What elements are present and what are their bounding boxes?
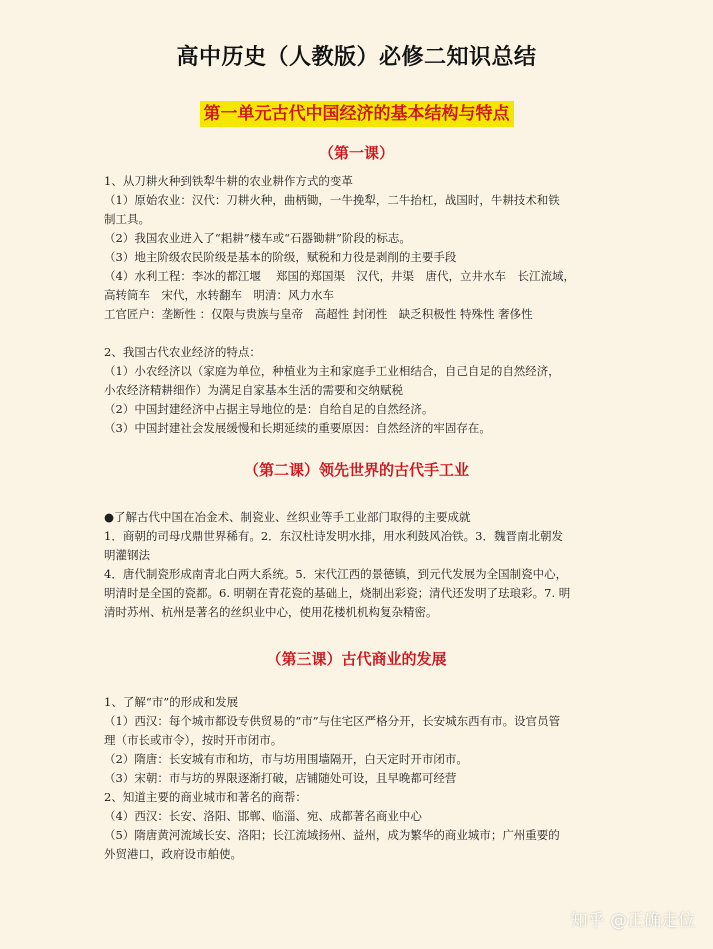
text-line: 理（市长或市令），按时开市闭市。 (104, 733, 283, 747)
text-line: （4）水利工程：李冰的都江堰 郑国的郑国渠 汉代，井渠 唐代，立井水车 长江流域， (104, 269, 575, 283)
text-line: 清时苏州、杭州是著名的丝织业中心，使用花楼机机构复杂精密。 (104, 605, 438, 619)
blank-line (104, 324, 606, 343)
text-line: 1、从刀耕火种到铁犁牛耕的农业耕作方式的变革 (104, 174, 353, 188)
text-line: 明灌钢法 (104, 548, 150, 562)
text-line: 4．唐代制瓷形成南青北白两大系统。5．宋代江西的景德镇，到元代发展为全国制瓷中心， (104, 567, 568, 581)
text-line: 2、我国古代农业经济的特点： (104, 345, 261, 359)
text-line: 外贸港口，政府设市舶使。 (104, 847, 242, 861)
text-line: （1）原始农业：汉代：刀耕火种，曲柄锄，一牛挽犁，二牛抬杠，战国时，牛耕技术和铁 (104, 193, 560, 207)
text-line: （3）地主阶级农民阶级是基本的阶级，赋税和力役是剥削的主要手段 (104, 250, 457, 264)
page-title: 高中历史（人教版）必修二知识总结 (176, 45, 537, 70)
text-line: （2）我国农业进入了“耜耕”楼车或“石器锄耕”阶段的标志。 (104, 231, 411, 245)
lesson-2-body (104, 508, 606, 622)
text-line: 制工具。 (104, 212, 150, 226)
lesson-2-heading: （第二课）领先世界的古代手工业 (243, 461, 469, 479)
text-line: （1）小农经济以（家庭为单位，种植业为主和家庭手工业相结合，自己自足的自然经济， (104, 364, 560, 378)
text-line: （2）中国封建经济中占据主导地位的是：自给自足的自然经济。 (104, 402, 434, 416)
text-line: 小农经济精耕细作）为满足自家基本生活的需要和交纳赋税 (104, 383, 403, 397)
text-line: （5）隋唐黄河流域长安、洛阳；长江流域扬州、益州，成为繁华的商业城市；广州重要的 (104, 828, 560, 842)
lesson-1-heading: （第一课） (318, 144, 394, 162)
text-line: （2）隋唐：长安城有市和坊，市与坊用围墙隔开，白天定时开市闭市。 (104, 752, 468, 766)
text-line: （4）西汉：长安、洛阳、邯郸、临淄、宛、成都著名商业中心 (104, 809, 422, 823)
text-line: 明清时是全国的瓷都。6. 明朝在青花瓷的基础上，烧制出彩瓷；清代还发明了珐琅彩。7. 明 (104, 586, 571, 600)
text-line: ●了解古代中国在冶金术、制瓷业、丝织业等手工业部门取得的主要成就 (104, 510, 471, 524)
text-line: （3）中国封建社会发展缓慢和长期延续的重要原因：自然经济的牢固存在。 (104, 421, 491, 435)
unit-heading: 第一单元古代中国经济的基本结构与特点 (200, 101, 514, 127)
unit-heading-wrap (0, 101, 713, 127)
watermark: 知乎 @正确走位 (570, 911, 695, 931)
text-line: 1、了解“市”的形成和发展 (104, 695, 239, 709)
text-line: 工官匠户：垄断性 ：仅限与贵族与皇帝 高超性 封闭性 缺乏积极性 特殊性 奢侈性 (104, 307, 533, 321)
text-line: 2、知道主要的商业城市和著名的商帮： (104, 790, 307, 804)
text-line: （1）西汉：每个城市都设专供贸易的“市”与住宅区严格分开，长安城东西有市。设官员管 (104, 714, 561, 728)
text-line: 高转筒车 宋代，水转翻车 明清：风力水车 (104, 288, 334, 302)
lesson-3-heading: （第三课）古代商业的发展 (266, 650, 447, 668)
text-line: （3）宋朝：市与坊的界限逐渐打破，店铺随处可设，且早晚都可经营 (104, 771, 457, 785)
lesson-1-body (104, 172, 606, 438)
lesson-3-body (104, 693, 606, 864)
text-line: 1．商朝的司母戊鼎世界稀有。2．东汉杜诗发明水排，用水利鼓风冶铁。3．魏晋南北朝发 (104, 529, 563, 543)
